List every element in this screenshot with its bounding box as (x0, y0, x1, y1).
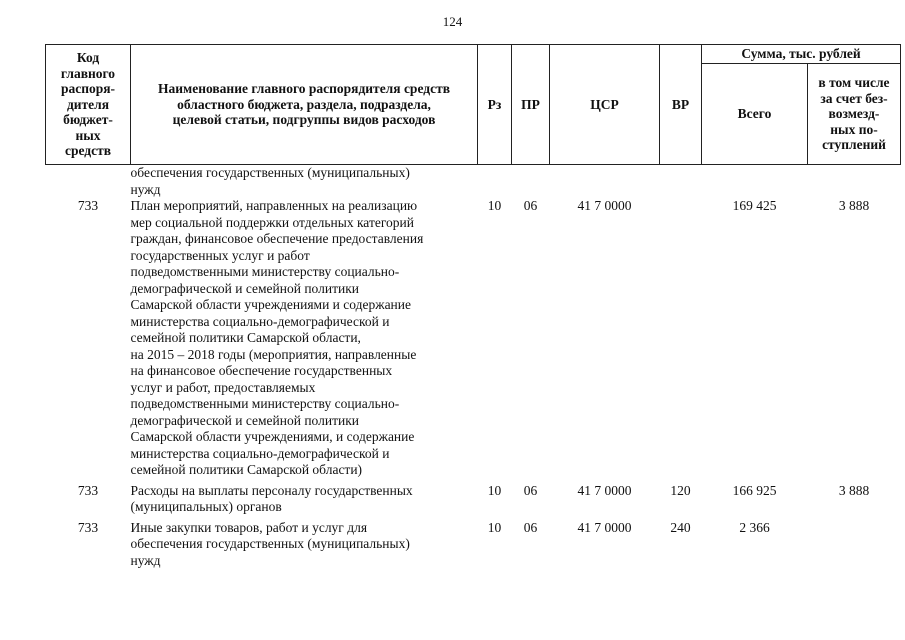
cell-pr: 06 (523, 198, 538, 213)
cell-csr: 41 7 0000 (577, 198, 632, 213)
cell-total (702, 165, 808, 199)
cell-pr: 06 (523, 519, 538, 535)
cell-name: Иные закупки товаров, работ и услуг для обеспечения государственных (муниципальных) нужд (130, 519, 410, 568)
header-sum-group: Сумма, тыс. рублей (702, 45, 901, 64)
cell-rz (478, 165, 512, 199)
cell-name: Расходы на выплаты персоналу государственных (муниципальных) органов (130, 482, 413, 514)
cell-rz: 10 (487, 482, 502, 498)
cell-name: План мероприятий, направленных на реализацию мер социальной поддержки отдельных категорий граждан, финансовое обеспечение предоставления государственных услуг и работ подведомственными министерству социально- демографической и семейной политики Самарской области учреждениями и содержание министерства социально-демографической и семейной политики Самарской области, на 2015 – 2018 годы (мероприятия, направленные на финансовое обеспечение государственных услуг и работ, предоставляемых подведомственными министерству социально- демографической и семейной политики Самарской области учреждениями, и содержание министерства социально-демографической и семейной политики Самарской области) (130, 198, 424, 477)
cell-code: 733 (77, 198, 99, 213)
cell-code (46, 165, 131, 199)
table-row (46, 479, 901, 516)
cell-csr (550, 165, 660, 199)
header-name: Наименование главного распорядителя средств областного бюджета, раздела, подраздела, целевой статьи, подгруппы видов расходов (131, 45, 478, 165)
cell-total: 166 925 (732, 482, 777, 498)
cell-rz: 10 (487, 198, 502, 213)
cell-csr: 41 7 0000 (577, 482, 632, 498)
page-number: 124 (442, 14, 463, 29)
cell-csr: 41 7 0000 (577, 519, 632, 535)
cell-code: 733 (77, 519, 99, 535)
cell-vr (660, 165, 702, 199)
table-row (46, 198, 901, 479)
cell-code: 733 (77, 482, 99, 498)
header-vr: ВР (660, 45, 702, 165)
cell-free (808, 165, 901, 199)
cell-pr: 06 (523, 482, 538, 498)
cell-vr: 240 (670, 519, 691, 535)
header-total: Всего (702, 64, 808, 165)
table-row (46, 516, 901, 570)
cell-rz: 10 (487, 519, 502, 535)
cell-name: обеспечения государственных (муниципальных) нужд (130, 165, 410, 197)
header-csr: ЦСР (550, 45, 660, 165)
cell-total: 169 425 (732, 198, 777, 213)
cell-vr: 120 (670, 482, 691, 498)
header-pr: ПР (512, 45, 550, 165)
table-row (46, 165, 901, 199)
header-free: в том числе за счет без- возмезд- ных по- ступлений (808, 64, 901, 165)
header-rz: Рз (478, 45, 512, 165)
cell-total: 2 366 (739, 519, 770, 535)
cell-free: 3 888 (838, 198, 870, 213)
cell-free (808, 516, 901, 570)
cell-pr (512, 165, 550, 199)
cell-vr (660, 198, 702, 479)
budget-table (45, 44, 901, 569)
header-code: Код главного распоря- дителя бюджет- ных средств (46, 45, 131, 165)
cell-free: 3 888 (838, 482, 870, 498)
